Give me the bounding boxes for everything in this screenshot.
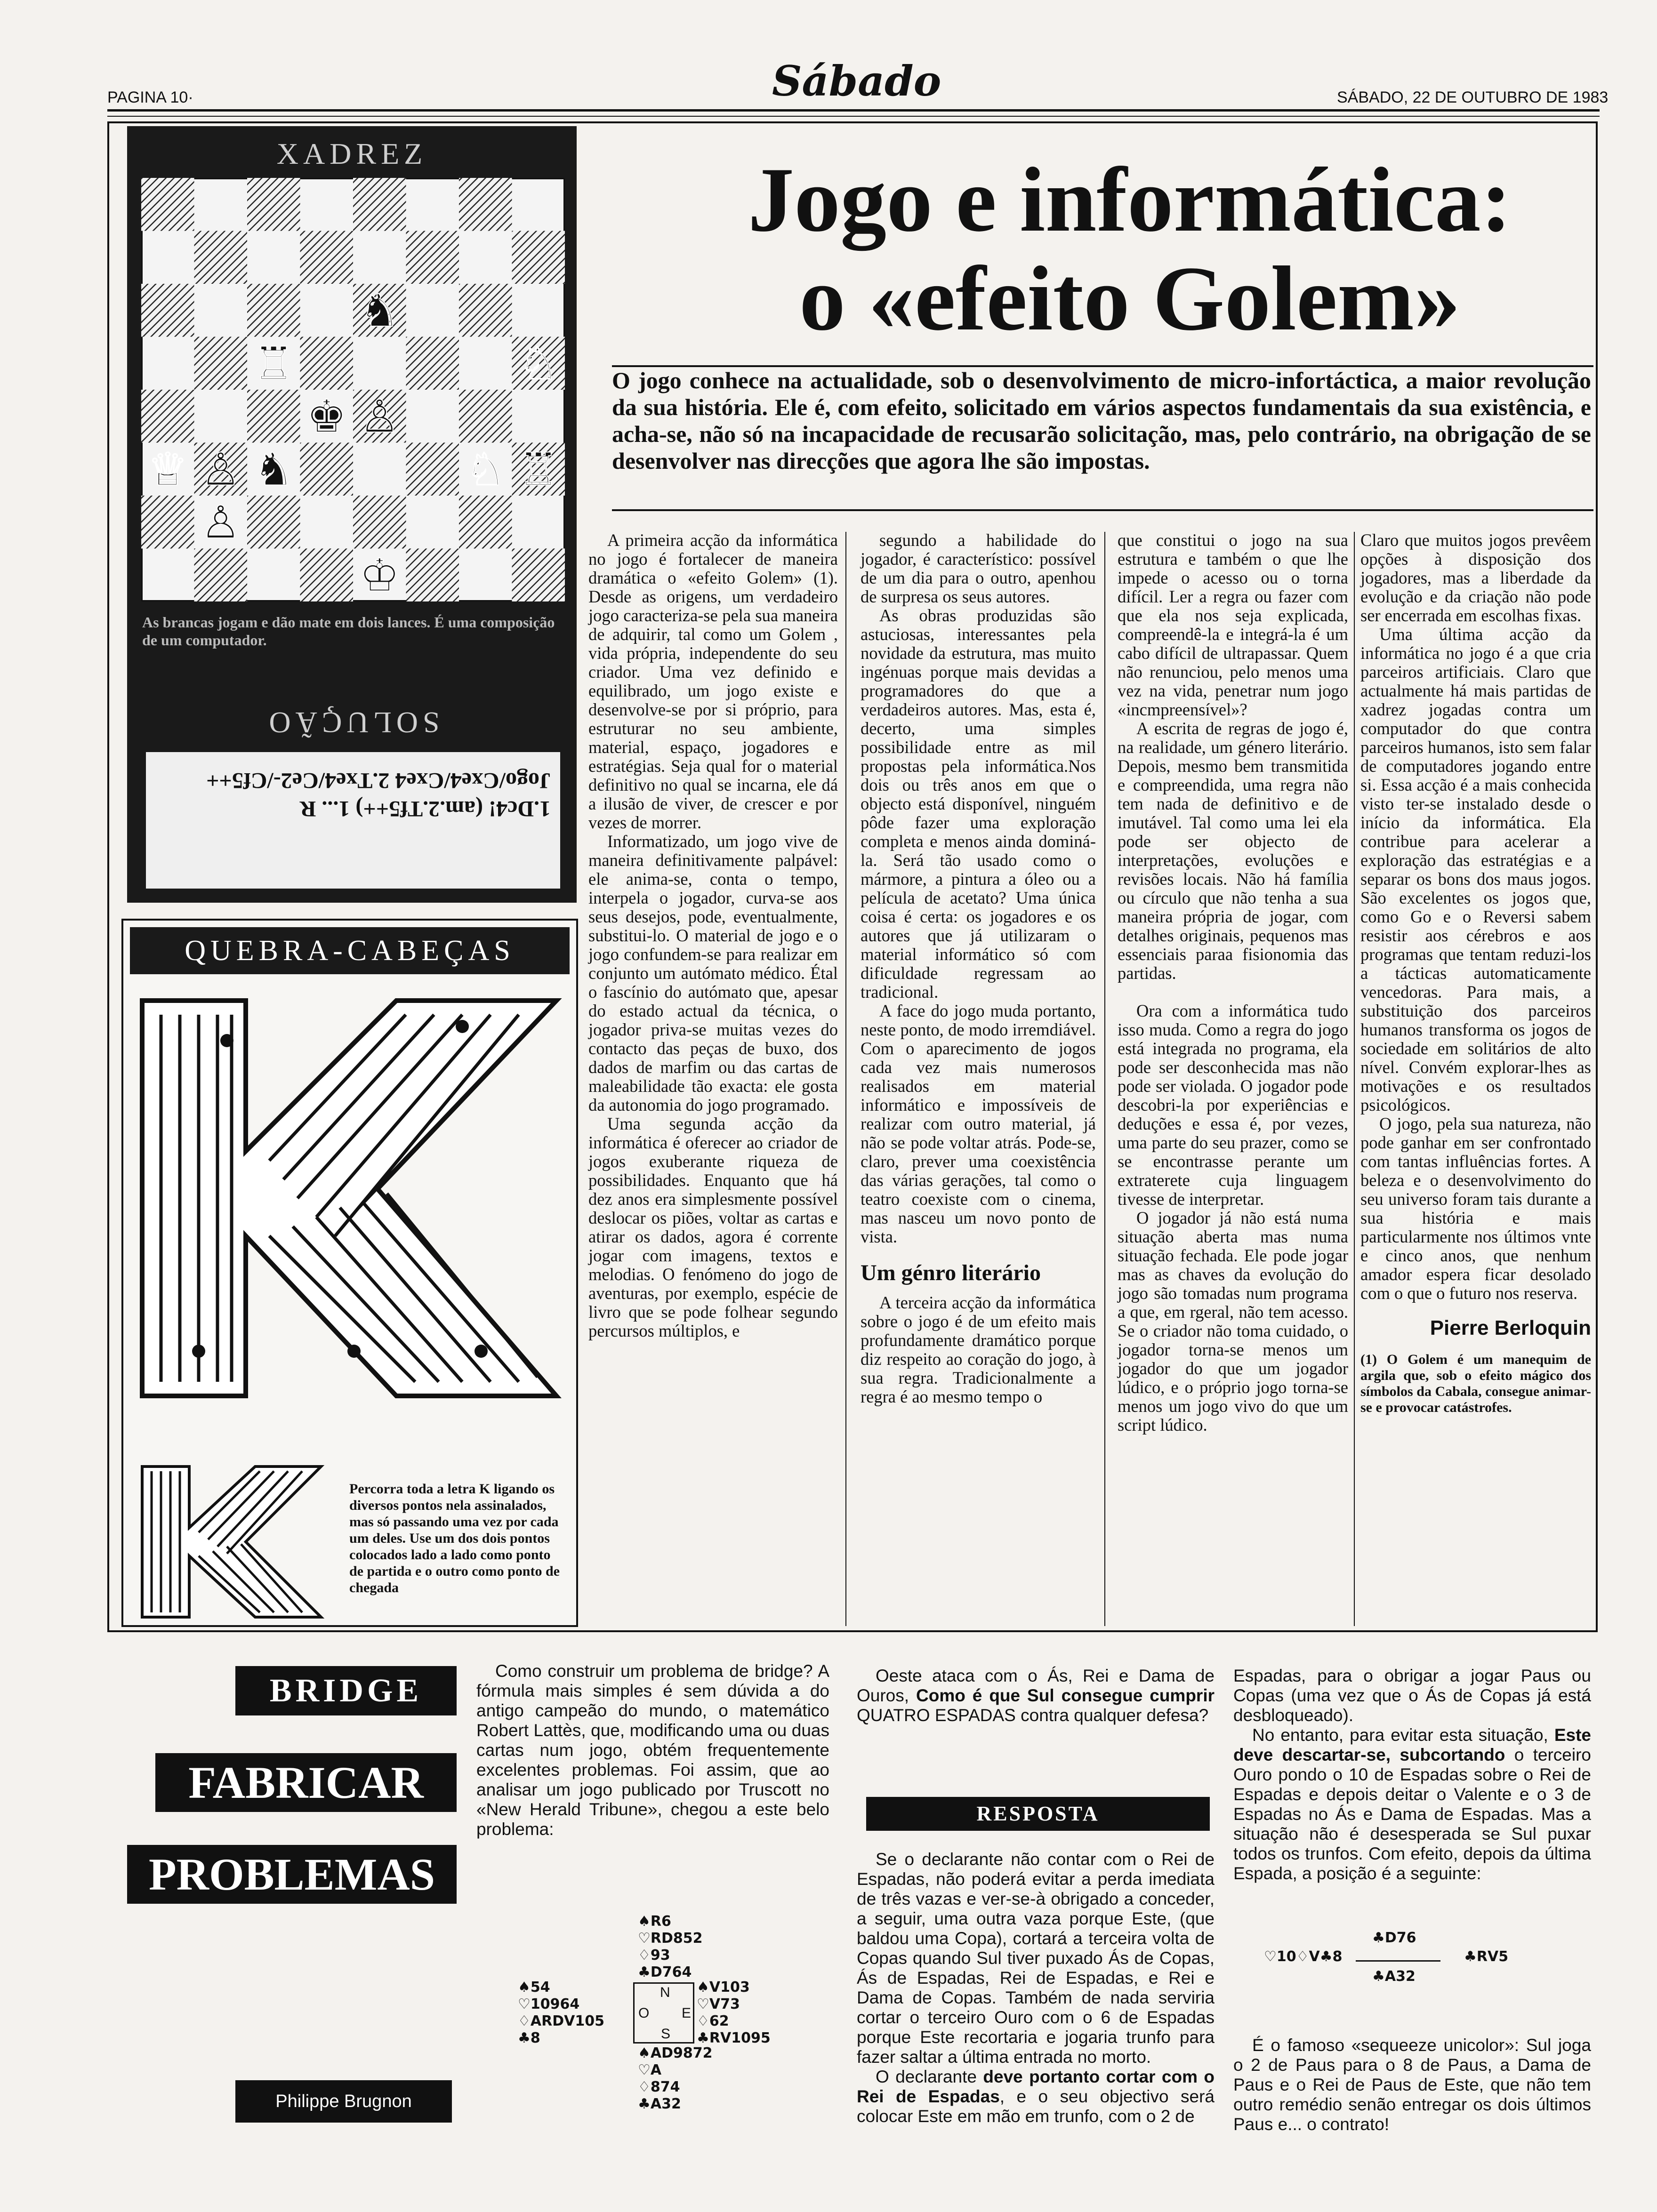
solution-text-c: o terceiro Ouro pondo o 10 de Espadas sobre o Rei de Espadas e depois deitar o Valente e o 3 de Espadas no Ás e Dama de Espadas. Mas a situação não é desesperada se Sul puxar todos os trunfos. Com efeito, depois da última Espada, a posição é a seguinte: [1233,1745,1591,1883]
paragraph: O jogador já não está numa situação aberta mas numa situação fechada. Ele pode jogar mas as chaves da evolução do jogo são tomadas num programa a que, em rgeral, não tem acesso. Se o criador não toma cuidado, o jogador torna-se menos um jogador do que um jogador lúdico, e o próprio jogo torna-se menos um jogo vivo do que um script lúdico. [1118,1208,1348,1435]
endgame-west: ♡10♢V♣8 [1264,1948,1343,1965]
endgame-north: ♣D76 [1372,1930,1416,1946]
puzzle-box [121,919,578,1627]
chess-piece: ♕ [147,443,188,496]
south-clubs: ♣A32 [638,2096,681,2112]
bridge-conclusion [1233,2036,1591,2134]
dark-square [406,443,459,496]
dark-square [300,549,354,602]
header-rule [107,109,1600,112]
headline [683,151,1577,348]
paragraph [857,1666,1215,1725]
puzzle-title: QUEBRA-CABEÇAS [130,927,570,974]
north-clubs: ♣D764 [638,1964,692,1980]
resposta-banner: RESPOSTA [866,1797,1210,1831]
east-hand [697,1979,771,2047]
bridge-author: Philippe Brugnon [235,2080,452,2123]
dark-square [300,443,354,496]
article-column-1 [588,531,838,1340]
solution-title: SOLUÇÃO [264,706,440,739]
west-clubs: ♣8 [518,2030,540,2046]
paragraph: que constitui o jogo na sua estrutura e também o que lhe impede o acesso ou o torna difícil. Ler a regra ou fazer com que ela nos seja explicada, compreendê-la e integrá-la é um cabo difícil de ultrapassar. Quem não renunciou, pelo menos uma vez na vida, penetrar num jogo «incmpreensível»? [1118,530,1348,719]
paragraph [857,2067,1215,2126]
chess-title: XADREZ [276,137,427,170]
dark-square [353,178,406,231]
letter-k-solution [137,1462,326,1622]
paragraph: Uma última acção da informática no jogo é a que cria parceiros artificiais. Claro que actualmente há mais partidas de xadrez jogadas contra um computador do que contra parceiros humanos, isto sem falar de computadores jogando entre si. Essa acção é a mais conhecida visto ter-se instalado desde o início da informática. Ela contribue para acelerar a exploração das estratégias e a separar os bons dos maus jogos. São excelentes os jogos que, como Go e o Reversi sabem resistir aos cérebros e aos programas que tentam reduzi-los a tácticas automaticamente vencedoras. Para mais, a substituição dos parceiros humanos transforma os jogos de sociedade em solitários de alto nível. Convém explorar-lhes as motivações e os resultados psicológicos. [1360,625,1591,1114]
question-text-end: QUATRO ESPADAS contra qualquer defesa? [857,1706,1209,1725]
paragraph: É o famoso «sequeeze unicolor»: Sul joga o 2 de Paus para o 8 de Paus, a Dama de Paus e o Rei de Paus de Este, que não tem outro remédio senão entregar os dois últimos Paus e... o contrato! [1233,2036,1591,2134]
dark-square [512,231,565,284]
bridge-solution [1233,1666,1591,1883]
solution-text: 1.Dc4! (am.2.Tf5++) 1... R Jogo/Cxe4/Cxe4 2.Txe4/Ce2-/Cf5++ [206,768,551,821]
bridge-heading-fabricar: FABRICAR [155,1753,457,1812]
chess-piece: ♖ [253,337,294,390]
dark-square [194,549,248,602]
article-column-4 [1360,531,1591,1416]
paragraph: A terceira acção da informática sobre o jogo é de um efeito mais profundamente dramático porque diz respeito ao coração do jogo, à sua regra. Tradicionalmente a regra é ao mesmo tempo o [861,1293,1096,1406]
dark-square [300,231,354,284]
letter-k-maze [133,991,566,1405]
answer-emphasis: deve portanto cortar com o Rei de Espadas [857,2067,1215,2106]
chess-box [127,126,577,903]
paragraph: segundo a habilidade do jogador, é característico: possível de um dia para o outro, apenhou de surpresa os seus autores. [861,530,1096,606]
lede-rule-bottom [612,509,1593,511]
chess-piece: ♘ [465,443,506,496]
south-hearts: ♡A [638,2062,662,2078]
paragraph: Uma segunda acção da informática é oferecer ao criador de jogos exuberante riqueza de possibilidades. Enquanto que há dez anos era simplesmente possível deslocar os piões, voltar as cartas e atirar os dados, agora é corrente jogar com imagens, textos e melodias. O fenómeno do jogo de aventuras, por exemplo, espécie de livro que se pode folhear segundo percursos múltiplos, e [588,1114,838,1340]
north-diamonds: ♢93 [638,1947,670,1964]
dark-square [141,390,194,443]
bridge-heading-problemas: PROBLEMAS [127,1845,457,1904]
paragraph: O jogo, pela sua natureza, não pode ganhar em ser confrontado com tantas influências fortes. A beleza e o desenvolvimento do seu universo foram tais durante a sua história e mais particularmente nos últimos vnte e cinco anos, que nenhum amador espera ficar desolado com o que o futuro nos reserva. [1360,1114,1591,1303]
question-emphasis: Como é que Sul consegue cumprir [916,1686,1215,1705]
chess-piece: ♞ [253,443,294,496]
chess-piece: ♔ [359,549,400,601]
dark-square [247,284,300,337]
north-hearts: ♡RD852 [638,1930,703,1947]
footnote: (1) O Golem é um manequim de argila que, sob o efeito mágico dos símbolos da Cabala, consegue animar-se e provocar catástrofes. [1360,1352,1591,1415]
dark-square [406,231,459,284]
endgame-divider [1356,1960,1440,1962]
paragraph: A escrita de regras de jogo é, na realidade, um género literário. Depois, mesmo bem transmitida e compreendida, uma regra não tem nada de definitivo e de imutável. Tal como uma lei ela pode ser objecto de interpretações, evoluções e revisões locais. Não há família ou círculo que não tenha a sua maneira própria de jogar, com detalhes originais, pequenos mas essenciais paraa fisionomia das partidas. [1118,719,1348,983]
chess-piece: ♘ [518,337,559,390]
dark-square [247,390,300,443]
puzzle-caption: Percorra toda a letra K ligando os diversos pontos nela assinalados, mas só passando uma vez por cada um deles. Use um dos dois pontos colocados lado a lado como ponto de partida e o outro como ponto de chegada [349,1481,560,1595]
west-hand [518,1979,604,2047]
paragraph: Claro que muitos jogos prevêem opções à disposição dos jogadores, mas a liberdade da evolução e da criação não pode ser encerrada em escolhas fixas. [1360,530,1591,625]
article-column-2 [861,531,1096,1406]
bridge-question [857,1666,1215,1725]
author-signature: Pierre Berloquin [1430,1316,1591,1339]
paragraph [1233,1725,1591,1883]
dark-square [406,549,459,602]
headline-line-1: Jogo e informática: [748,149,1512,251]
dark-square [141,284,194,337]
dark-square [353,496,406,549]
dark-square [194,231,248,284]
paragraph: A face do jogo muda portanto, neste ponto, de modo irremdiável. Com o aparecimento de jogos cada vez mais numerosos realisados em material informático e impossíveis de realizar com outro material, já não se pode voltar atrás. Pode-se, claro, prever uma coexistência das várias gerações, tal como o teatro coexiste com o cinema, mas nasceu um novo ponto de vista. [861,1001,1096,1246]
page-number: PAGINA 10· [107,88,193,106]
article-column-3 [1118,531,1348,1435]
dark-square [406,337,459,390]
south-diamonds: ♢874 [638,2079,680,2095]
north-hand [638,1913,703,1981]
compass-east: E [682,2005,692,2021]
compass-north: N [660,1985,670,2000]
paragraph: Ora com a informática tudo isso muda. Como a regra do jogo está integrada no programa, ela pode ser desconhecida mas não pode ser violada. O jogador pode descobri-la por experiências e deduções e essa é, por vezes, uma parte do seu prazer, como se se encontrasse perante um extraterete cuja linguagem tivesse de interpretar. [1118,1001,1348,1209]
chess-piece: ♖ [518,443,559,496]
chess-board [141,178,565,601]
answer-text-end: , e o seu objectivo será colocar Este em mão em trunfo, com o 2 de [857,2087,1215,2126]
paragraph: Se o declarante não contar com o Rei de Espadas, não poderá evitar a perda imediata de três vazas e ver-se-à obrigado a conceder, a seguir, uma outra vaza porque Este, (que baldou uma Copa), cortará a terceira volta de Copas quando Sul tiver puxado Ás de Copas, Ás de Espadas, Rei de Espadas, e Rei e Dama de Copas. Também de nada serviria cortar o terceiro Ouro com o 6 de Espadas porque Este recortaria e jogaria trunfo para fazer saltar a última entrada no morto. [857,1850,1215,2067]
solution-panel [146,752,560,889]
header-rule-thin [107,116,1600,117]
column-divider [1104,532,1105,1626]
column-divider [1354,532,1355,1626]
east-hearts: ♡V73 [697,1996,740,2012]
chess-piece: ♞ [359,284,400,337]
west-diamonds: ♢ARDV105 [518,2013,604,2029]
dark-square [459,284,512,337]
lede: O jogo conhece na actualidade, sob o desenvolvimento de micro-infortáctica, a maior revolução da sua história. Ele é, com efeito, solicitado em vários aspectos fundamentais da sua existência, e acha-se, não só na incapacidade de recusarão solicitação, mas, pelo contrário, na obrigação de se desenvolver nas direcções que agora lhe são impostas. [612,367,1591,474]
chess-piece: ♙ [359,390,400,443]
dark-square [459,178,512,231]
endgame-south: ♣A32 [1372,1968,1416,1985]
dark-square [512,549,565,602]
south-hand [638,2045,713,2113]
east-clubs: ♣RV1095 [697,2030,771,2046]
dark-square [247,496,300,549]
east-spades: ♠V103 [697,1979,750,1996]
dark-square [459,496,512,549]
question-text: Oeste ataca com o Ás, Rei e Dama de Ouros, [857,1666,1215,1705]
bridge-intro [476,1661,829,1839]
paragraph: Como construir um problema de bridge? A fórmula mais simples é sem dúvida a do antigo campeão do mundo, o matemático Robert Lattès, que, modificando uma ou duas cartas num jogo, obtém frequentemente excelentes problemas. Foi assim, que ao analisar um jogo publicado por Truscott no «New Herald Tribune», chegou a este belo problema: [476,1661,829,1839]
compass-south: S [661,2026,671,2042]
dark-square [300,337,354,390]
compass-box [633,1982,694,2044]
dark-square [141,496,194,549]
headline-line-2: o «efeito Golem» [799,248,1461,350]
bridge-answer [857,1850,1215,2126]
west-spades: ♠54 [518,1979,550,1996]
south-spades: ♠AD9872 [638,2045,713,2061]
subheading: Um génro literário [861,1260,1041,1285]
bridge-title: BRIDGE [235,1666,457,1715]
east-diamonds: ♢62 [697,2013,729,2029]
page-date: SÁBADO, 22 DE OUTUBRO DE 1983 [1337,88,1609,106]
solution-emphasis: Este deve descartar-se, subcortando [1233,1725,1591,1764]
paragraph: Espadas, para o obrigar a jogar Paus ou Copas (uma vez que o Ás de Copas já está desbloqueado). [1233,1666,1591,1725]
chess-piece: ♙ [200,496,241,549]
chess-piece: ♙ [200,443,241,496]
dark-square [194,337,248,390]
dark-square [459,390,512,443]
column-divider [845,532,846,1626]
chess-problem-text: As brancas jogam e dão mate em dois lances. É uma composição de um computador. [142,614,555,649]
west-hearts: ♡10964 [518,1996,580,2012]
chess-piece: ♚ [306,390,347,443]
paragraph: A primeira acção da informática no jogo é fortalecer de maneira dramática o «efeito Golem» (1). Desde as origens, um verdadeiro jogo caracteriza-se pela sua maneira de adquirir, tal como um Golem , vida própria, independente do seu criador. Uma vez definido e equilibrado, um jogo existe e desenvolve-se por si próprio, para estruturar no seu ambiente, material, espaço, jogadores e estratégias. Seja qual for o material definitivo no qual se incarna, ele dá a ilusão de viver, de crescer e por vezes de morrer. [588,530,838,832]
paragraph: Informatizado, um jogo vive de maneira definitivamente palpável: ele anima-se, conta o tempo, interpela o jogador, curva-se aos seus desejos, pode, eventualmente, substitui-lo. O material de jogo e o jogo confundem-se para realizar em conjunto um autómato médico. Étal o fascínio do autómato que, apesar do estado actual da técnica, o jogador priva-se muitas vezes do contacto das peças de buxo, dos dados de marfim ou das cartas de maleabilidade tão exacta: ele gosta da autonomia do jogo programado. [588,832,838,1114]
dark-square [141,178,194,231]
north-spades: ♠R6 [638,1913,671,1930]
dark-square [247,178,300,231]
paragraph: As obras produzidas são astuciosas, interessantes pela novidade da estrutura, mas muito ingénuas porque mais devidas a programadores do que a verdadeiros autores. Mas, esta é, decerto, uma simples possibilidade entre as mil propostas pela informática.Nos dois ou três anos em que o objecto está disponível, ninguém pôde fazer uma exploração completa e menos ainda dominá-la. Será tão usado como o mármore, a pintura a óleo ou a película de acetato? Uma única coisa é certa: os jogadores e os autores que já utilizaram o material informático só com dificuldade regressam ao tradicional. [861,606,1096,1002]
masthead-logo: Sábado [772,56,941,105]
solution-text-a: No entanto, para evitar esta situação, [1252,1725,1554,1745]
answer-text: O declarante [876,2067,983,2086]
compass-west: O [638,2005,650,2021]
endgame-east: ♣RV5 [1464,1948,1509,1965]
